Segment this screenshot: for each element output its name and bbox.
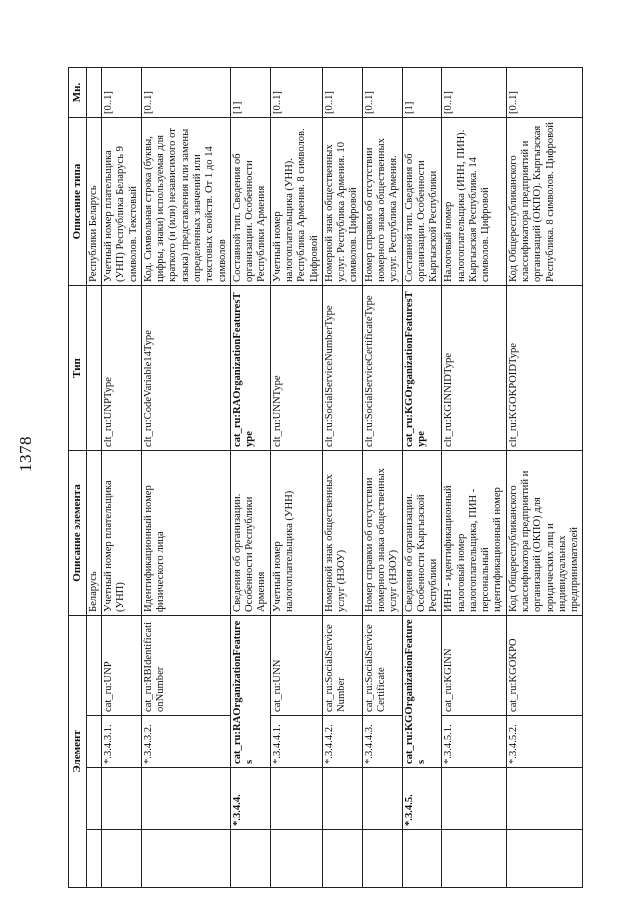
cell-multiplicity: [0..1] (362, 68, 402, 118)
cell-description: Учетный номер налогоплательщика (УНН) (270, 451, 322, 616)
cell-element-name: cat_ru:KGOrganizationFeatures (402, 616, 442, 768)
cell-type-description: Код Общереспубликанского классификатора предприятий и организаций (ОКПО). Кыргызская Республика. 8 символов. Цифровой (506, 118, 583, 286)
cell-multiplicity: [0..1] (102, 68, 142, 118)
cell-number: *.3.4.4.2. (322, 716, 362, 768)
cell-number: *.3.4.4. (230, 768, 270, 830)
cell-type: clt_ru:UNPType (102, 286, 142, 451)
table-row (402, 68, 442, 888)
table-row (102, 68, 142, 888)
cell-type (86, 286, 101, 451)
cell-type-description: Учетный номер налогоплательщика (УНН). Республика Армения. 8 символов. Цифровой (270, 118, 322, 286)
cell-type-description: Составной тип. Сведения об организации. Особенности Республики Армения (230, 118, 270, 286)
cell-element-name: cat_ru:SocialServiceNumber (322, 616, 362, 716)
table-row (270, 68, 322, 888)
cell-number: *.3.4.3.2. (141, 716, 230, 768)
cell-element-name: cat_ru:KGINN (442, 616, 506, 716)
cell-type-description: Республики Беларусь (86, 118, 101, 286)
cell-multiplicity (86, 68, 101, 118)
header-description: Описание элемента (69, 451, 87, 616)
header-multiplicity: Мн. (69, 68, 87, 118)
cell-type: clt_ru:KGOKPOIDType (506, 286, 583, 451)
cell-type: clt_ru:CodeVariable14Type (141, 286, 230, 451)
cell-description: Сведения об организации. Особенности Республики Армения (230, 451, 270, 616)
table-row (230, 68, 270, 888)
cell-type-description: Налоговый номер налогоплательщика (ИНН, ПИН). Кыргызская Республика. 14 символов. Цифровой (442, 118, 506, 286)
cell-multiplicity: [0..1] (322, 68, 362, 118)
cell-description: Сведения об организации. Особенности Кыргызской Республики (402, 451, 442, 616)
cell-type: cat_ru:RAOrganizationFeaturesType (230, 286, 270, 451)
header-element: Элемент (69, 616, 87, 888)
cell-description: Код Общереспубликанского классификатора предприятий и организаций (ОКПО) для юридических лиц и индивидуальных предпринимателей (506, 451, 583, 616)
cell-element-name: cat_ru:UNN (270, 616, 322, 716)
cell-description: Номер справки об отсутствии номерного знака общественных услуг (НЗОУ) (362, 451, 402, 616)
header-type-description: Описание типа (69, 118, 87, 286)
cell-type: clt_ru:UNNType (270, 286, 322, 451)
cell-element-name: cat_ru:KGOKPO (506, 616, 583, 716)
table-row (141, 68, 230, 888)
cell-description: ИНН - идентификационный налоговый номер налогоплательщика, ПИН - персональный идентификационный номер (442, 451, 506, 616)
cell-description: Учетный номер плательщика (УНП) (102, 451, 142, 616)
cell-type-description: Составной тип. Сведения об организации. Особенности Кыргызской Республики (402, 118, 442, 286)
cell-description: Идентификационный номер физического лица (141, 451, 230, 616)
table-row (506, 68, 583, 888)
table-row (86, 68, 101, 888)
cell-multiplicity: [1] (402, 68, 442, 118)
cell-element-name: cat_ru:SocialServiceCertificate (362, 616, 402, 716)
cell-number: *.3.4.4.1. (270, 716, 322, 768)
cell-description: Номерной знак общественных услуг (НЗОУ) (322, 451, 362, 616)
cell-number: *.3.4.4.3. (362, 716, 402, 768)
cell-type: clt_ru:SocialServiceNumberType (322, 286, 362, 451)
cell-number: *.3.4.3.1. (102, 716, 142, 768)
cell-number: *.3.4.5.2. (506, 716, 583, 768)
cell-number: *.3.4.5.1. (442, 716, 506, 768)
cell-type: cat_ru:KGOrganizationFeaturesType (402, 286, 442, 451)
rotated-table-wrapper (68, 68, 628, 888)
cell-element-name: cat_ru:RAOrganizationFeatures (230, 616, 270, 768)
cell-multiplicity: [0..1] (141, 68, 230, 118)
table-header (69, 68, 87, 888)
table-row (322, 68, 362, 888)
cell-type-description: Номер справки об отсутствии номерного знака общественных услуг. Республика Армения. (362, 118, 402, 286)
table-row (442, 68, 506, 888)
elements-table (68, 67, 583, 888)
table-row (362, 68, 402, 888)
cell-type-description: Номерной знак общественных услуг. Республика Армения. 10 символов. Цифровой (322, 118, 362, 286)
cell-multiplicity: [1] (230, 68, 270, 118)
cell-multiplicity: [0..1] (442, 68, 506, 118)
cell-multiplicity: [0..1] (506, 68, 583, 118)
cell-number: *.3.4.5. (402, 768, 442, 830)
cell-type-description: Код. Символьная строка (буквы, цифры, знаки) используемая для краткого (и (или) независимого от языка) представления или замены определенных значений или текстовых свойств. От 1 до 14 символов (141, 118, 230, 286)
header-type: Тип (69, 286, 87, 451)
cell-description: Беларусь (86, 451, 101, 616)
cell-type: clt_ru:KGINNIDType (442, 286, 506, 451)
cell-type: clt_ru:SocialServiceCertificateType (362, 286, 402, 451)
cell-element-name: cat_ru:RBIdentificationNumber (141, 616, 230, 716)
cell-type-description: Учетный номер плательщика (УНП) Республика Беларусь 9 символов. Текстовый (102, 118, 142, 286)
cell-multiplicity: [0..1] (270, 68, 322, 118)
page-number: 1378 (16, 436, 35, 472)
cell-element-name: cat_ru:UNP (102, 616, 142, 716)
